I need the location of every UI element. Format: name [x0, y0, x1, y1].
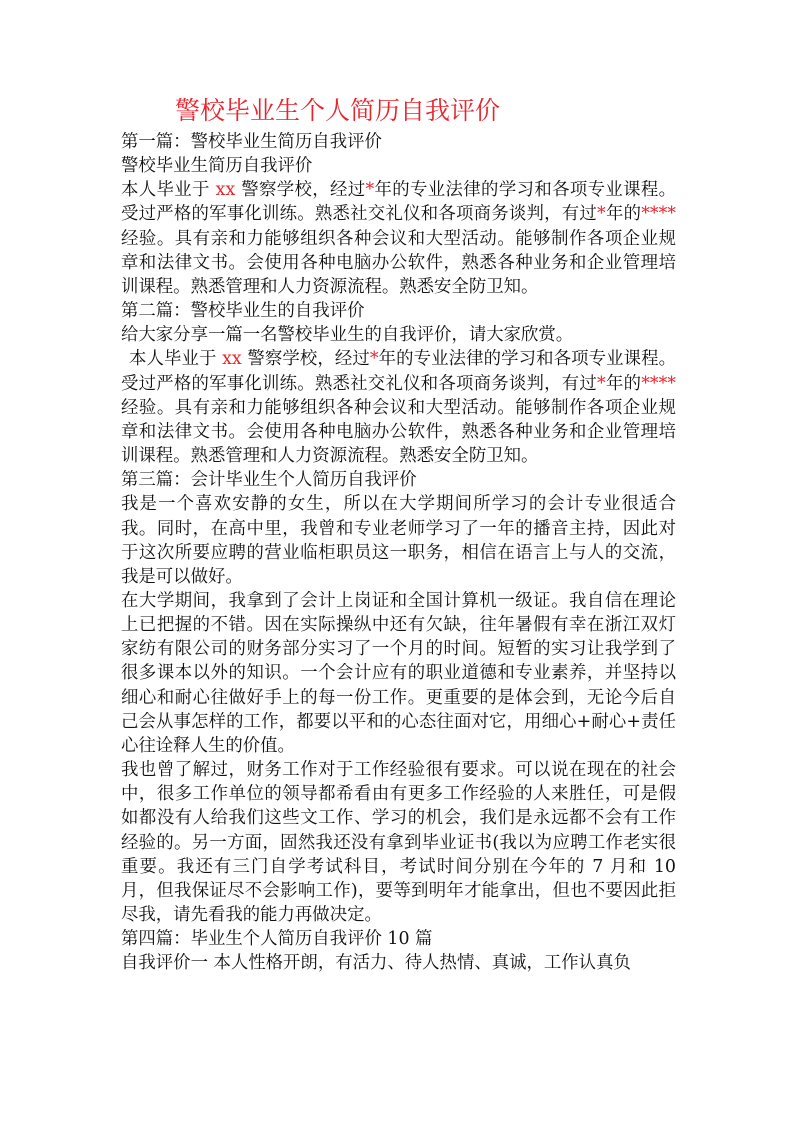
paragraph-3	[121, 347, 676, 468]
placeholder-text: *	[365, 180, 375, 201]
text-run: 警察学校，经过	[241, 349, 370, 370]
paragraph-7: 自我评价一 本人性格开朗，有活力、待人热情、真诚，工作认真负	[121, 953, 631, 974]
text-run: 本人毕业于	[121, 180, 216, 201]
placeholder-text: *	[369, 349, 379, 370]
placeholder-text: xx	[215, 180, 236, 201]
text-run: 年的专业法律的学习和各项专业课程。受过严格的军事化训练。熟悉社交礼仪和各项商务谈判，有过	[121, 349, 676, 394]
placeholder-text: ****	[641, 204, 676, 225]
text-run: 本人毕业于	[129, 349, 223, 370]
text-run: 经验。具有亲和力能够组织各种会议和大型活动。能够制作各项企业规章和法律文书。会使用各种电脑办公软件，熟悉各种业务和企业管理培训课程。熟悉管理和人力资源流程。熟悉安全防卫知。	[121, 228, 676, 297]
paragraph-6: 我也曾了解过，财务工作对于工作经验很有要求。可以说在现在的社会中，很多工作单位的领导都希看由有更多工作经验的人来胜任，可是假如都没有人给我们这些文工作、学习的机会，我们是永远都不会有工作经验的。另一方面，固然我还没有拿到毕业证书(我以为应聘工作老实很重要。我还有三门自学考试科目，考试时间分别在今年的 7 月和 10 月，但我保证尽不会影响工作)，要等到明年才能拿出，但也不要因此拒尽我，请先看我的能力再做决定。	[121, 760, 676, 925]
section-heading-3: 第三篇：会计毕业生个人简历自我评价	[121, 470, 417, 491]
document-title: 警校毕业生个人简历自我评价	[175, 96, 501, 125]
text-run: 经验。具有亲和力能够组织各种会议和大型活动。能够制作各项企业规章和法律文书。会使用各种电脑办公软件，熟悉各种业务和企业管理培训课程。熟悉管理和人力资源流程。熟悉安全防卫知。	[121, 397, 676, 467]
text-run: 警察学校，经过	[235, 180, 366, 201]
text-run: 年的专业法律的学习和各项专业课程。受过严格的军事化训练。熟悉社交礼仪和各项商务谈判，有过	[121, 180, 676, 225]
placeholder-text: *	[597, 204, 606, 225]
paragraph-2: 给大家分享一篇一名警校毕业生的自我评价，请大家欣赏。	[121, 325, 574, 346]
placeholder-text: xx	[222, 349, 242, 370]
text-run: 年的	[605, 204, 642, 225]
placeholder-text: ****	[641, 373, 676, 394]
section-heading-1: 第一篇：警校毕业生简历自我评价	[121, 132, 382, 152]
section-subheading-1: 警校毕业生简历自我评价	[121, 156, 313, 177]
paragraph-4: 我是一个喜欢安静的女生，所以在大学期间所学习的会计专业很适合我。同时，在高中里，我曾和专业老师学习了一年的播音主持，因此对于这次所要应聘的营业临柜职员这一职务，相信在语言上与人的交流，我是可以做好。	[121, 494, 676, 587]
document-body	[121, 130, 676, 975]
section-heading-2: 第二篇：警校毕业生的自我评价	[121, 301, 365, 322]
placeholder-text: *	[597, 373, 606, 394]
paragraph-5: 在大学期间，我拿到了会计上岗证和全国计算机一级证。我自信在理论上已把握的不错。因在实际操纵中还有欠缺，往年暑假有幸在浙江双灯家纺有限公司的财务部分实习了一个月的时间。短暂的实习让我学到了很多课本以外的知识。一个会计应有的职业道德和专业素养，并坚持以细心和耐心往做好手上的每一份工作。更重要的是体会到，无论今后自己会从事怎样的工作，都要以平和的心态往面对它，用细心+耐心+责任心往诠释人生的价值。	[121, 590, 676, 756]
paragraph-1	[121, 178, 676, 299]
section-heading-4: 第四篇：毕业生个人简历自我评价 10 篇	[121, 929, 433, 950]
text-run: 年的	[605, 373, 642, 394]
